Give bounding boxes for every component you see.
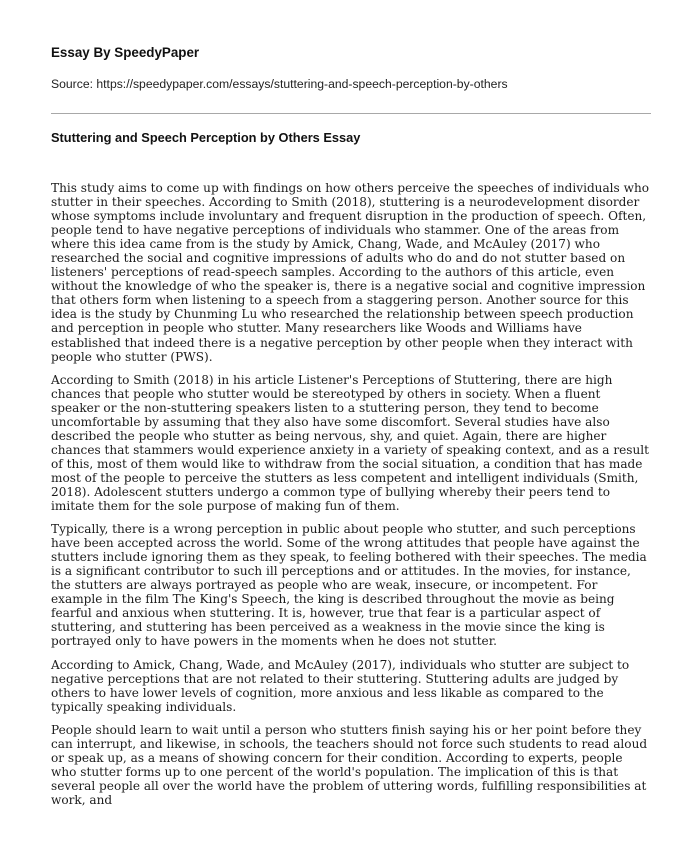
essay-paragraph-3: Typically, there is a wrong perception in public about people who stutter, and such perceptions have been accepted across the world. Some of the wrong attitudes that people have against the stutters include ignoring them as they speak, to feeling bothered with their speeches. The media is a significant contributor to such ill perceptions and or attitudes. In the movies, for instance, the stutters are always portrayed as people who are weak, insecure, or incompetent. For example in the film The King's Speech, the king is described throughout the movie as being fearful and anxious when stuttering. It is, however, true that fear is a particular aspect of stuttering, and stuttering has been perceived as a weakness in the movie since the king is portrayed only to have powers in the moments when he does not stutter. xyxy=(51,522,647,649)
essay-paragraph-4: According to Amick, Chang, Wade, and McAuley (2017), individuals who stutter are subject to negative perceptions that are not related to their stuttering. Stuttering adults are judged by others to have lower levels of cognition, more anxious and less likable as compared to the typically speaking individuals. xyxy=(51,657,630,714)
essay-title: Stuttering and Speech Perception by Others Essay xyxy=(51,130,361,145)
source-line: Source: https://speedypaper.com/essays/stuttering-and-speech-perception-by-others xyxy=(51,77,508,91)
essay-paragraph-5: People should learn to wait until a person who stutters finish saying his or her point before they can interrupt, and likewise, in schools, the teachers should not force such students to read aloud or speak up, as a means of showing concern for their condition. According to experts, people who stutter forms up to one percent of the world's population. The implication of this is that several people all over the world have the problem of uttering words, fulfilling responsibilities at work, and xyxy=(51,722,648,807)
brand-heading: Essay By SpeedyPaper xyxy=(51,45,200,60)
header-divider xyxy=(51,113,651,114)
essay-paragraph-1: This study aims to come up with findings on how others perceive the speeches of individuals who stutter in their speeches. According to Smith (2018), stuttering is a neurodevelopment disorder whose symptoms include involuntary and frequent disruption in the production of speech. Often, people tend to have negative perceptions of individuals who stammer. One of the areas from where this idea came from is the study by Amick, Chang, Wade, and McAuley (2017) who researched the social and cognitive impressions of adults who do and do not stutter based on listeners' perceptions of read-speech samples. According to the authors of this article, even without the knowledge of who the speaker is, there is a negative social and cognitive impression that others form when listening to a speech from a staggering person. Another source for this idea is the study by Chunming Lu who researched the relationship between speech production and perception in people who stutter. Many researchers like Woods and Williams have established that indeed there is a negative perception by other people when they interact with people who stutter (PWS). xyxy=(51,181,650,364)
essay-body xyxy=(51,181,651,807)
essay-paragraph-2: According to Smith (2018) in his article Listener's Perceptions of Stuttering, there are high chances that people who stutter would be stereotyped by others in society. When a fluent speaker or the non-stuttering speakers listen to a stuttering person, they tend to become uncomfortable by assuming that they also have some discomfort. Several studies have also described the people who stutter as being nervous, shy, and quiet. Again, there are higher chances that stammers would experience anxiety in a variety of speaking context, and as a result of this, most of them would like to withdraw from the social situation, a condition that has made most of the people to perceive the stutters as less competent and intelligent individuals (Smith, 2018). Adolescent stutters undergo a common type of bullying whereby their peers tend to imitate them for the sole purpose of making fun of them. xyxy=(51,372,650,514)
document-header xyxy=(51,44,651,92)
